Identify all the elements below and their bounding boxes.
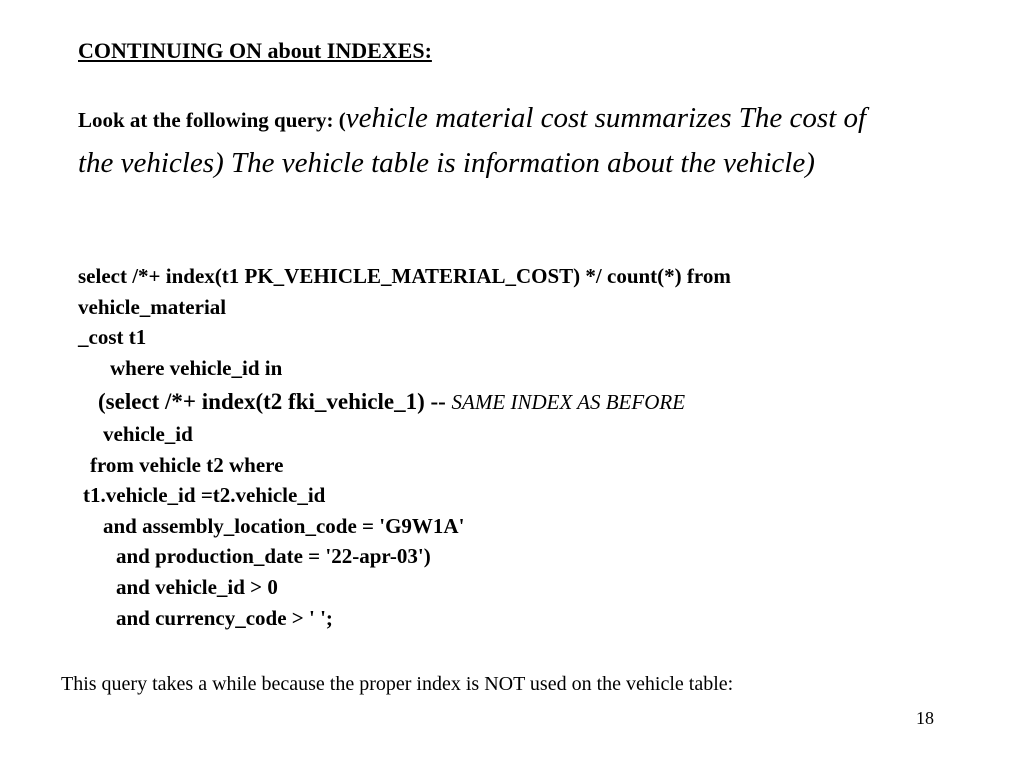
- sql-line-1: select /*+ index(t1 PK_VEHICLE_MATERIAL_COST) */ count(*) from: [78, 264, 731, 288]
- slide-heading: CONTINUING ON about INDEXES:: [78, 38, 432, 63]
- intro-lead: Look at the following query: (: [78, 108, 346, 132]
- sql-line-12: and currency_code > ' ';: [116, 606, 333, 630]
- sql-line-9: and assembly_location_code = 'G9W1A': [103, 514, 465, 538]
- intro-italic-text: vehicle material cost summarizes The cost of the vehicles) The vehicle table is information about the vehicle): [78, 102, 867, 179]
- sql-line-5: [98, 389, 685, 415]
- intro-paragraph: [78, 98, 878, 188]
- sql-line-4: where vehicle_id in: [110, 356, 283, 380]
- sql-line-2: vehicle_material: [78, 295, 227, 319]
- sql-line-5-code: (select /*+ index(t2 fki_vehicle_1) --: [98, 389, 452, 414]
- footer-text: This query takes a while because the proper index is NOT used on the vehicle table:: [61, 673, 734, 695]
- sql-line-10: and production_date = '22-apr-03'): [116, 544, 431, 568]
- sql-comment: SAME INDEX AS BEFORE: [451, 390, 686, 414]
- page-number: 18: [916, 708, 934, 728]
- sql-line-8: t1.vehicle_id =t2.vehicle_id: [83, 483, 326, 507]
- sql-line-3: _cost t1: [78, 325, 147, 349]
- sql-line-11: and vehicle_id > 0: [116, 575, 278, 599]
- sql-line-6: vehicle_id: [103, 422, 193, 446]
- sql-line-7: from vehicle t2 where: [90, 453, 284, 477]
